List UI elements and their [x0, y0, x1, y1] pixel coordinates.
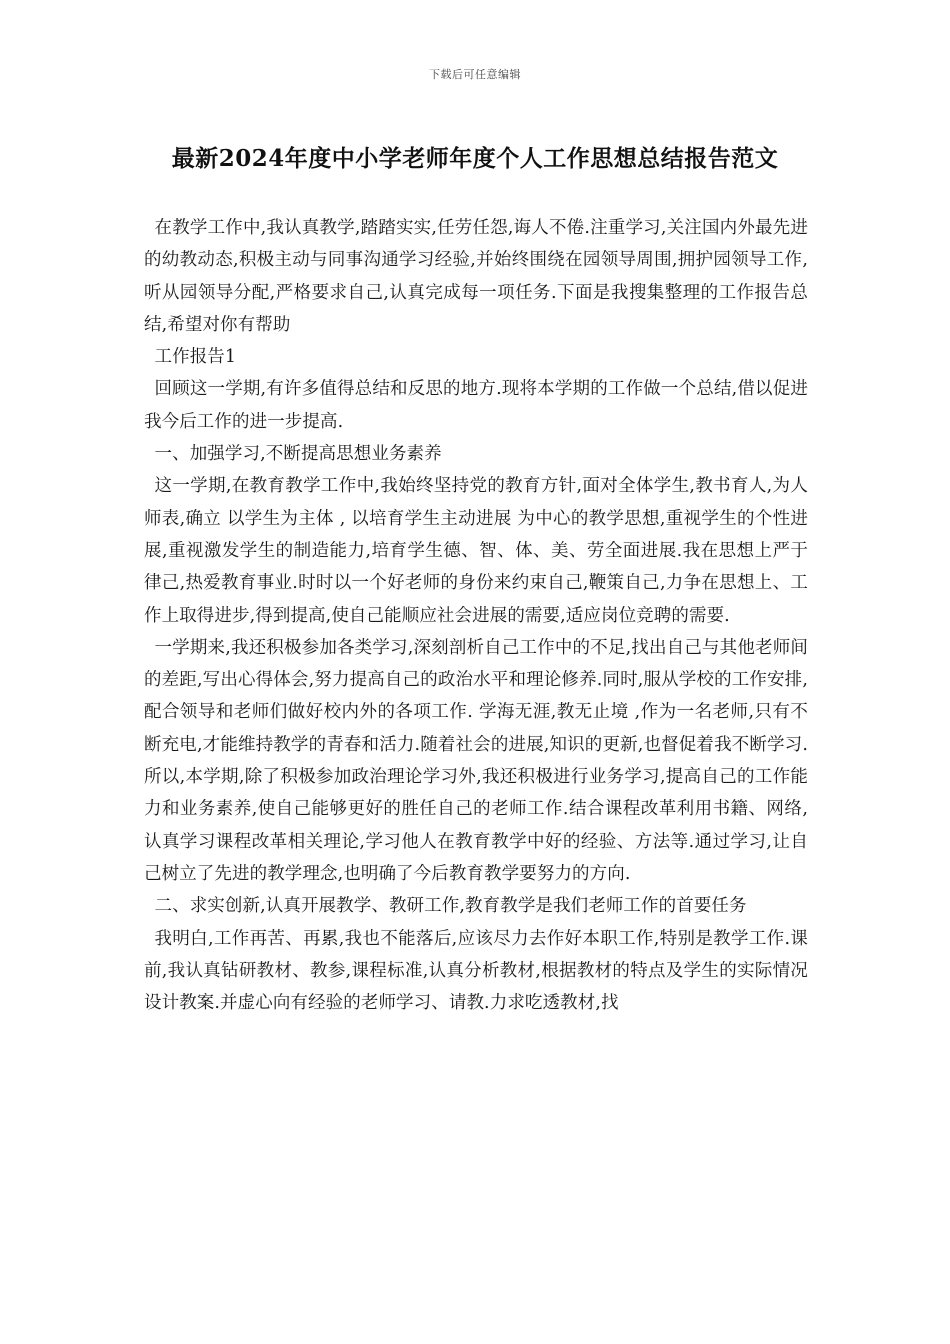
section-heading-2: 二、求实创新,认真开展教学、教研工作,教育教学是我们老师工作的首要任务 — [154, 896, 747, 917]
section-heading-1: 一、加强学习,不断提高思想业务素养 — [154, 444, 442, 465]
paragraph-intro: 在教学工作中,我认真教学,踏踏实实,任劳任怨,诲人不倦.注重学习,关注国内外最先进的幼教动态,积极主动与同事沟通学习经验,并始终围绕在园领导周围,拥护园领导工作,听从园领导分配,严格要求自己,认真完成每一项任务.下面是我搜集整理的工作报告总结,希望对你有帮助 — [144, 218, 808, 335]
paragraph-review: 回顾这一学期,有许多值得总结和反思的地方.现将本学期的工作做一个总结,借以促进我今后工作的进一步提高. — [144, 379, 808, 432]
paragraph-section-1-a: 这一学期,在教育教学工作中,我始终坚持党的教育方针,面对全体学生,教书育人,为人师表,确立 以学生为主体 , 以培育学生主动进展 为中心的教学思想,重视学生的个性进展,重视激发学生的制造能力,培育学生德、智、体、美、劳全面进展.我在思想上严于律己,热爱教育事业.时时以一个好老师的身份来约束自己,鞭策自己,力争在思想上、工作上取得进步,得到提高,使自己能顺应社会进展的需要,适应岗位竞聘的需要. — [144, 476, 808, 626]
header-note: 下载后可任意编辑 — [429, 68, 521, 81]
document-title: 最新2024年度中小学老师年度个人工作思想总结报告范文 — [171, 145, 779, 172]
section-title-report-1: 工作报告1 — [154, 347, 237, 368]
paragraph-section-1-b: 一学期来,我还积极参加各类学习,深刻剖析自己工作中的不足,找出自己与其他老师间的差距,写出心得体会,努力提高自己的政治水平和理论修养.同时,服从学校的工作安排,配合领导和老师们做好校内外的各项工作. 学海无涯,教无止境 ,作为一名老师,只有不断充电,才能维持教学的青春和活力.随着社会的进展,知识的更新,也督促着我不断学习.所以,本学期,除了积极参加政治理论学习外,我还积极进行业务学习,提高自己的工作能力和业务素养,使自己能够更好的胜任自己的老师工作.结合课程改革利用书籍、网络,认真学习课程改革相关理论,学习他人在教育教学中好的经验、方法等.通过学习,让自己树立了先进的教学理念,也明确了今后教育教学要努力的方向. — [144, 637, 808, 884]
document-body — [144, 212, 808, 1019]
paragraph-section-2-a: 我明白,工作再苦、再累,我也不能落后,应该尽力去作好本职工作,特别是教学工作.课前,我认真钻研教材、教参,课程标准,认真分析教材,根据教材的特点及学生的实际情况设计教案.并虚心向有经验的老师学习、请教.力求吃透教材,找 — [144, 928, 808, 1014]
